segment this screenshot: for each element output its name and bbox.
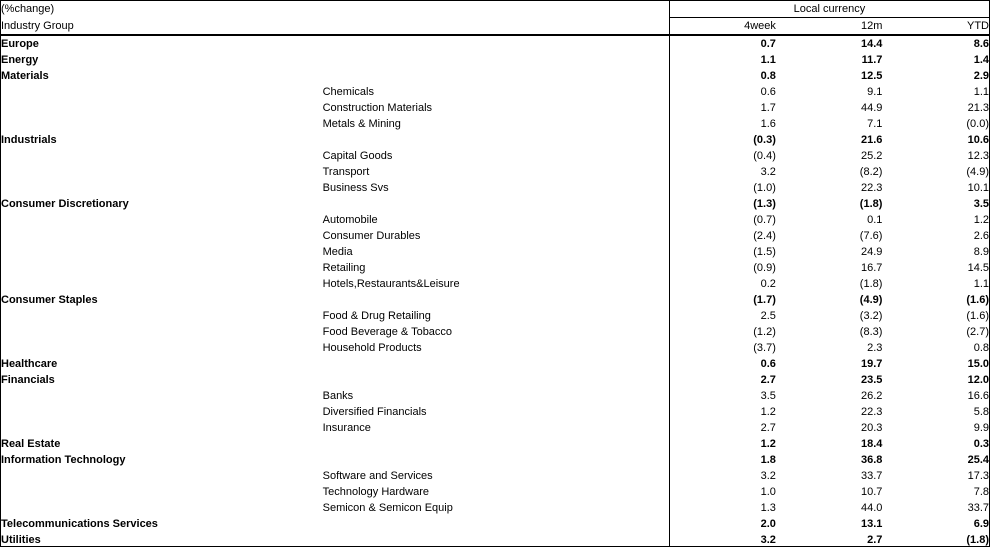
- value-ytd: 1.2: [973, 214, 989, 226]
- value-4week: 1.1: [669, 52, 776, 68]
- sub-industry-label: Semicon & Semicon Equip: [322, 502, 453, 514]
- value-ytd: 33.7: [967, 502, 989, 514]
- value-4week: (3.7): [669, 340, 776, 356]
- table-row: [1, 292, 989, 308]
- value-ytd: (1.6): [966, 294, 989, 306]
- spacer-cell: [323, 52, 670, 68]
- value-ytd: 12.3: [967, 150, 989, 162]
- value-4week: 0.2: [669, 276, 776, 292]
- value-12m: 19.7: [861, 358, 883, 370]
- value-12m: 23.5: [861, 374, 883, 386]
- spacer-cell: [323, 372, 670, 388]
- table-row: [1, 340, 989, 356]
- group-label: Healthcare: [1, 358, 58, 370]
- spacer-cell: [1, 420, 323, 436]
- value-4week: 3.2: [669, 468, 776, 484]
- group-label: Real Estate: [1, 438, 61, 450]
- spacer-cell: [1, 244, 323, 260]
- value-4week: (1.2): [669, 324, 776, 340]
- table-row: [1, 228, 989, 244]
- sub-industry-label: Chemicals: [322, 86, 374, 98]
- value-4week: 1.3: [669, 500, 776, 516]
- value-12m: 26.2: [861, 390, 883, 402]
- table-row: [1, 436, 989, 452]
- col-header-12m: 12m: [776, 18, 883, 36]
- sub-industry-label: Food & Drug Retailing: [322, 310, 431, 322]
- value-4week: (0.4): [669, 148, 776, 164]
- value-12m: (3.2): [859, 310, 883, 322]
- value-12m: (1.8): [859, 198, 883, 210]
- table-row: [1, 532, 989, 547]
- table-row: [1, 276, 989, 292]
- value-ytd: 7.8: [973, 486, 989, 498]
- value-12m: 2.7: [776, 532, 883, 547]
- spacer-cell: [1, 180, 323, 196]
- sub-industry-label: Household Products: [322, 342, 422, 354]
- value-4week: (1.5): [669, 244, 776, 260]
- sub-industry-label: Consumer Durables: [322, 230, 421, 242]
- value-4week: (1.7): [669, 292, 776, 308]
- col-header-4week: 4week: [669, 18, 776, 36]
- value-ytd: 1.1: [973, 278, 989, 290]
- value-ytd: 8.9: [973, 246, 989, 258]
- value-ytd: 16.6: [967, 390, 989, 402]
- sub-industry-label: Insurance: [322, 422, 371, 434]
- value-12m: (7.6): [859, 230, 883, 242]
- value-12m: 20.3: [861, 422, 883, 434]
- value-ytd: (1.6): [966, 310, 989, 322]
- value-12m: 24.9: [861, 246, 883, 258]
- value-4week: (0.7): [669, 212, 776, 228]
- sub-industry-label: Business Svs: [322, 182, 389, 194]
- value-12m: 11.7: [861, 54, 883, 66]
- spacer-cell: [1, 212, 323, 228]
- spacer-cell: [323, 68, 670, 84]
- value-ytd: 3.5: [973, 198, 989, 210]
- sub-industry-label: Automobile: [322, 214, 378, 226]
- spacer-cell: [1, 484, 323, 500]
- sub-industry-label: Capital Goods: [322, 150, 393, 162]
- value-ytd: 21.3: [967, 102, 989, 114]
- value-12m: 44.9: [861, 102, 883, 114]
- group-label: Financials: [1, 374, 55, 386]
- value-ytd: 10.6: [967, 134, 989, 146]
- value-12m: 14.4: [861, 38, 883, 50]
- value-4week: (0.9): [669, 260, 776, 276]
- table-row: [1, 180, 989, 196]
- value-12m: 44.0: [861, 502, 883, 514]
- sub-industry-label: Transport: [322, 166, 370, 178]
- sub-industry-label: Diversified Financials: [322, 406, 427, 418]
- table-row: [1, 308, 989, 324]
- value-12m: (8.2): [859, 166, 883, 178]
- value-4week: 0.6: [669, 84, 776, 100]
- sub-industry-label: Hotels,Restaurants&Leisure: [322, 278, 460, 290]
- spacer-cell: [323, 436, 670, 452]
- value-12m: 33.7: [861, 470, 883, 482]
- table-row: [1, 324, 989, 340]
- table-row: [1, 452, 989, 468]
- value-12m: 21.6: [861, 134, 883, 146]
- table-row: [1, 100, 989, 116]
- value-12m: (4.9): [859, 294, 883, 306]
- value-ytd: 10.1: [967, 182, 989, 194]
- value-ytd: 8.6: [973, 38, 989, 50]
- value-ytd: 1.4: [973, 54, 989, 66]
- value-12m: 22.3: [861, 182, 883, 194]
- sub-industry-label: Banks: [322, 390, 354, 402]
- industry-group-header: Industry Group: [1, 18, 669, 36]
- spacer-cell: [1, 228, 323, 244]
- table-row: [1, 196, 989, 212]
- table-row: [1, 148, 989, 164]
- value-12m: 18.4: [861, 438, 883, 450]
- group-label: Europe: [1, 38, 39, 50]
- table-row: [1, 372, 989, 388]
- value-4week: 0.6: [669, 356, 776, 372]
- value-ytd: (4.9): [966, 166, 989, 178]
- value-12m: (8.3): [859, 326, 883, 338]
- spacer-cell: [323, 452, 670, 468]
- value-ytd: (0.0): [966, 118, 989, 130]
- value-ytd: 2.9: [973, 70, 989, 82]
- value-4week: 1.2: [669, 404, 776, 420]
- value-ytd: 1.1: [973, 86, 989, 98]
- value-4week: (1.0): [669, 180, 776, 196]
- spacer-cell: [323, 196, 670, 212]
- spacer-cell: [1, 468, 323, 484]
- value-12m: 22.3: [861, 406, 883, 418]
- value-ytd: 25.4: [967, 454, 989, 466]
- table-row: [1, 52, 989, 68]
- value-12m: 36.8: [861, 454, 883, 466]
- value-4week: 3.5: [669, 388, 776, 404]
- sub-industry-label: Technology Hardware: [322, 486, 429, 498]
- spacer-cell: [1, 116, 323, 132]
- value-4week: 1.7: [669, 100, 776, 116]
- value-4week: 3.2: [669, 532, 776, 547]
- spacer-cell: [1, 340, 323, 356]
- value-4week: 1.0: [669, 484, 776, 500]
- table-row: [1, 356, 989, 372]
- header-row-columns: [1, 18, 989, 36]
- value-4week: 2.5: [669, 308, 776, 324]
- value-ytd: 0.3: [973, 438, 989, 450]
- value-4week: 0.8: [669, 68, 776, 84]
- value-12m: 13.1: [861, 518, 883, 530]
- value-4week: 2.7: [669, 372, 776, 388]
- col-header-ytd: YTD: [882, 18, 989, 36]
- table-row: [1, 164, 989, 180]
- sub-industry-label: Metals & Mining: [322, 118, 401, 130]
- performance-table: [1, 1, 989, 547]
- spacer-cell: [1, 164, 323, 180]
- group-label: Energy: [1, 54, 39, 66]
- value-ytd: 6.9: [973, 518, 989, 530]
- value-ytd: 0.8: [973, 342, 989, 354]
- group-label: Consumer Staples: [1, 294, 98, 306]
- group-label: Utilities: [1, 532, 323, 547]
- spacer-cell: [323, 532, 670, 547]
- value-ytd: (2.7): [966, 326, 989, 338]
- group-label: Consumer Discretionary: [1, 198, 129, 210]
- spacer-cell: [1, 260, 323, 276]
- value-ytd: 15.0: [967, 358, 989, 370]
- spacer-cell: [1, 500, 323, 516]
- value-ytd: (1.8): [882, 532, 989, 547]
- spacer-cell: [1, 100, 323, 116]
- value-ytd: 17.3: [967, 470, 989, 482]
- group-label: Information Technology: [1, 454, 126, 466]
- spacer-cell: [1, 148, 323, 164]
- value-4week: 1.6: [669, 116, 776, 132]
- value-12m: 2.3: [867, 342, 883, 354]
- value-12m: 10.7: [861, 486, 883, 498]
- table-row: [1, 500, 989, 516]
- spacer-cell: [323, 35, 670, 52]
- spacer-cell: [323, 356, 670, 372]
- group-label: Materials: [1, 70, 49, 82]
- spacer-cell: [323, 132, 670, 148]
- spacer-cell: [1, 388, 323, 404]
- value-4week: (0.3): [669, 132, 776, 148]
- group-label: Telecommunications Services: [1, 518, 158, 530]
- value-12m: 9.1: [867, 86, 883, 98]
- percent-change-note: (%change): [1, 3, 55, 16]
- spacer-cell: [1, 324, 323, 340]
- table-body: [1, 35, 989, 547]
- local-currency-header: Local currency: [669, 1, 989, 18]
- header-row-currency: [1, 1, 989, 18]
- table-row: [1, 68, 989, 84]
- value-12m: 16.7: [861, 262, 883, 274]
- sub-industry-label: Media: [322, 246, 353, 258]
- table-row: [1, 132, 989, 148]
- table-row: [1, 404, 989, 420]
- value-4week: 2.7: [669, 420, 776, 436]
- table-row: [1, 212, 989, 228]
- table-row: [1, 484, 989, 500]
- value-ytd: 2.6: [973, 230, 989, 242]
- table-row: [1, 116, 989, 132]
- table-row: [1, 420, 989, 436]
- value-ytd: 5.8: [973, 406, 989, 418]
- value-ytd: 12.0: [967, 374, 989, 386]
- table-row: [1, 516, 989, 532]
- table-row: [1, 84, 989, 100]
- value-12m: (1.8): [859, 278, 883, 290]
- spacer-cell: [1, 308, 323, 324]
- value-4week: 0.7: [669, 35, 776, 52]
- value-4week: 1.8: [669, 452, 776, 468]
- spacer-cell: [323, 292, 670, 308]
- sub-industry-label: Software and Services: [322, 470, 433, 482]
- table-row: [1, 35, 989, 52]
- spacer-cell: [1, 404, 323, 420]
- value-12m: 7.1: [867, 118, 883, 130]
- value-4week: (1.3): [669, 196, 776, 212]
- table-row: [1, 388, 989, 404]
- table-row: [1, 260, 989, 276]
- sub-industry-label: Retailing: [322, 262, 366, 274]
- value-ytd: 9.9: [973, 422, 989, 434]
- spacer-cell: [1, 276, 323, 292]
- value-12m: 12.5: [861, 70, 883, 82]
- value-12m: 25.2: [861, 150, 883, 162]
- group-label: Industrials: [1, 134, 57, 146]
- value-4week: 1.2: [669, 436, 776, 452]
- value-4week: (2.4): [669, 228, 776, 244]
- sub-industry-label: Construction Materials: [322, 102, 433, 114]
- value-ytd: 14.5: [967, 262, 989, 274]
- value-4week: 3.2: [669, 164, 776, 180]
- spacer-cell: [323, 516, 670, 532]
- value-4week: 2.0: [669, 516, 776, 532]
- value-12m: 0.1: [867, 214, 883, 226]
- sub-industry-label: Food Beverage & Tobacco: [322, 326, 453, 338]
- spacer-cell: [1, 84, 323, 100]
- table-row: [1, 244, 989, 260]
- table-row: [1, 468, 989, 484]
